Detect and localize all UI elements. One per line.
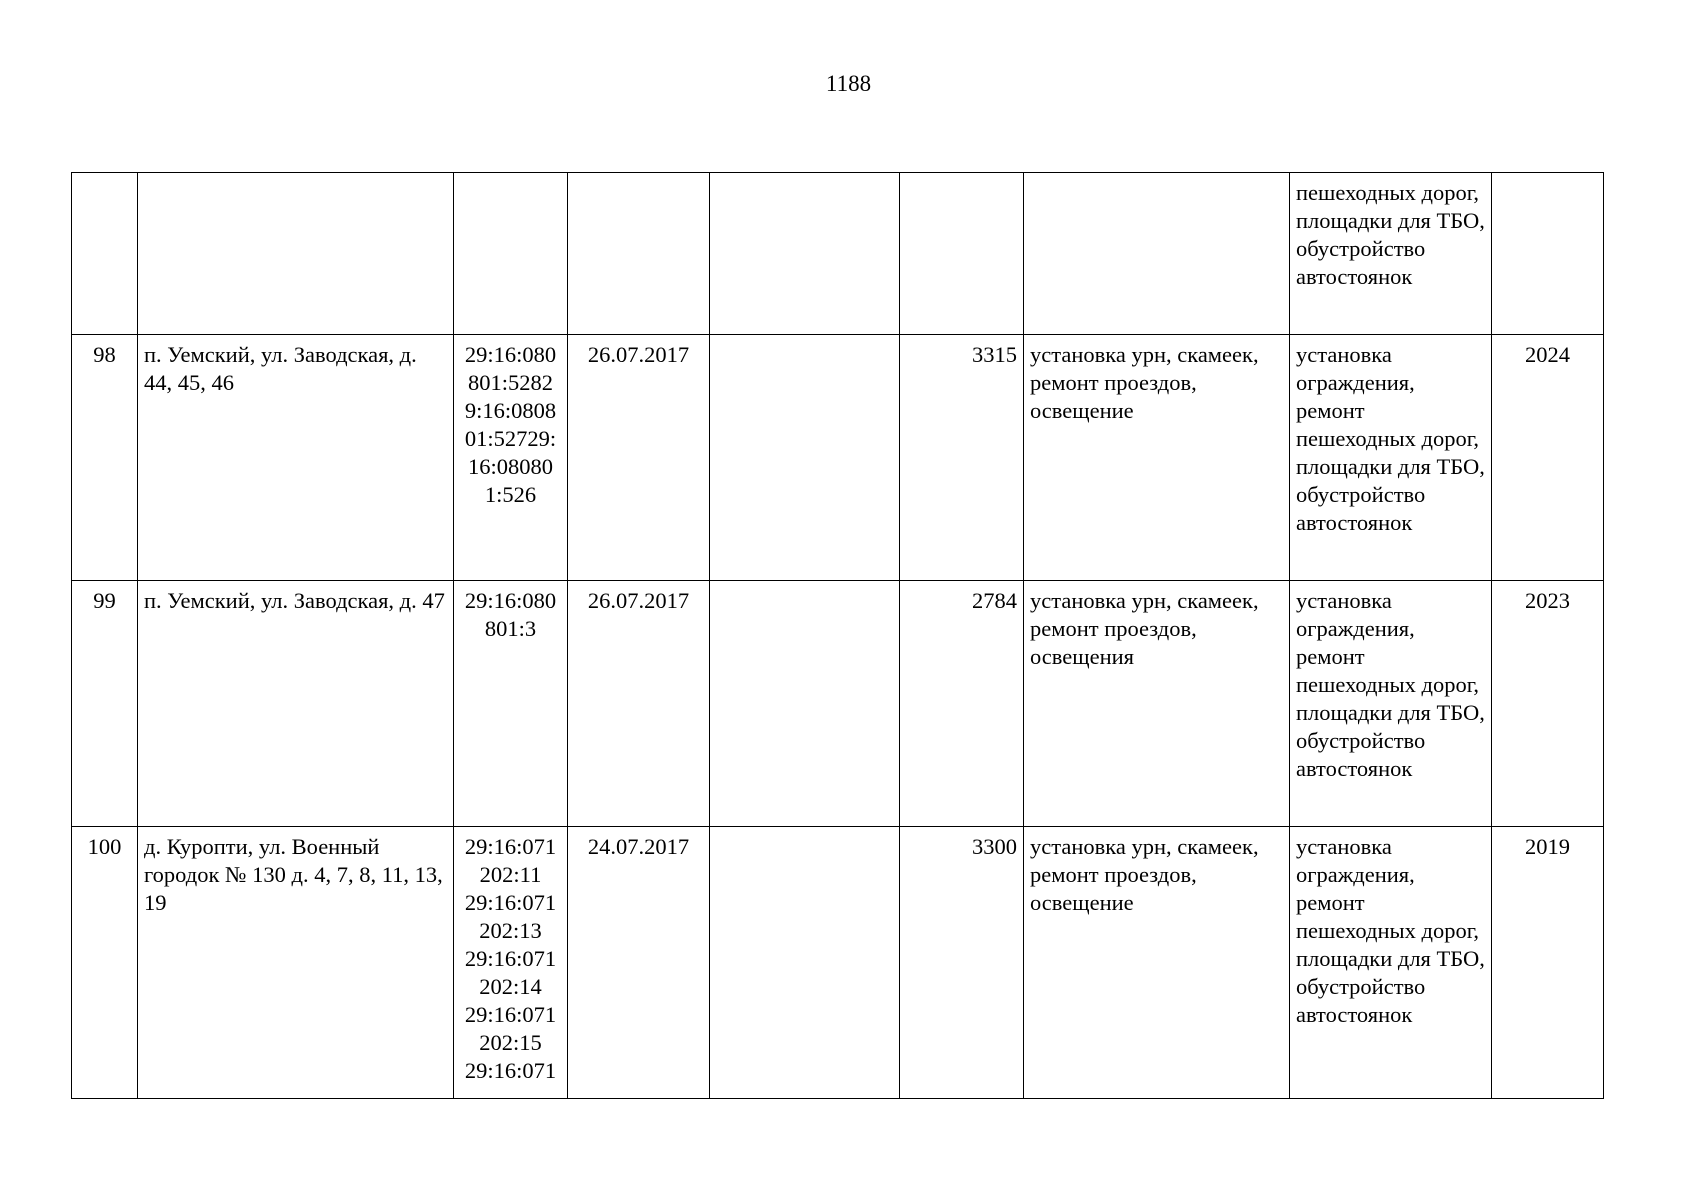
area-cell: 3300 [900,827,1024,1099]
cadastral-number-line: 29:16:071 [464,1058,557,1083]
empty-cell [710,173,900,335]
cadastral-cell [454,581,568,827]
empty-cell [710,335,900,581]
area-cell [900,173,1024,335]
date-cell [568,173,710,335]
cadastral-number-line: 01:52729: [464,426,557,451]
cadastral-number-line: 9:16:0808 [464,398,557,423]
cadastral-number-line: 202:13 [479,918,542,943]
table-row [72,581,1604,827]
registry-table [71,172,1604,1099]
cadastral-cell [454,335,568,581]
cadastral-number-line: 1:526 [484,482,537,507]
cadastral-number-line: 29:16:071 [464,1002,557,1027]
cadastral-number-line: 202:15 [479,1030,542,1055]
address-cell: д. Куропти, ул. Военный городок № 130 д. 4, 7, 8, 11, 13, 19 [138,827,454,1099]
empty-cell [710,827,900,1099]
cadastral-number-line: 16:08080 [467,454,553,479]
cadastral-number-line: 29:16:071 [464,946,557,971]
planned-works-cell: установка ограждения, ремонт пешеходных дорог, площадки для ТБО, обустройство автостоянок [1290,335,1492,581]
cadastral-number-line: 29:16:080 [464,342,557,367]
completed-works-cell: установка урн, скамеек, ремонт проездов, освещение [1024,827,1290,1099]
table-row [72,827,1604,1099]
cadastral-number-line: 801:3 [484,616,537,641]
date-cell: 26.07.2017 [568,335,710,581]
area-cell: 3315 [900,335,1024,581]
table-row [72,173,1604,335]
address-cell: п. Уемский, ул. Заводская, д. 47 [138,581,454,827]
cadastral-cell [454,173,568,335]
row-number [72,173,138,335]
year-cell [1492,173,1604,335]
row-number: 100 [72,827,138,1099]
completed-works-cell: установка урн, скамеек, ремонт проездов, освещения [1024,581,1290,827]
table-row [72,335,1604,581]
year-cell: 2019 [1492,827,1604,1099]
planned-works-cell: установка ограждения, ремонт пешеходных дорог, площадки для ТБО, обустройство автостоянок [1290,827,1492,1099]
row-number: 99 [72,581,138,827]
planned-works-cell: пешеходных дорог, площадки для ТБО, обустройство автостоянок [1290,173,1492,335]
date-cell: 24.07.2017 [568,827,710,1099]
completed-works-cell [1024,173,1290,335]
area-cell: 2784 [900,581,1024,827]
planned-works-cell: установка ограждения, ремонт пешеходных дорог, площадки для ТБО, обустройство автостоянок [1290,581,1492,827]
cadastral-number-line: 801:5282 [467,370,553,395]
completed-works-cell: установка урн, скамеек, ремонт проездов, освещение [1024,335,1290,581]
address-cell: п. Уемский, ул. Заводская, д. 44, 45, 46 [138,335,454,581]
cadastral-number-line: 29:16:080 [464,588,557,613]
empty-cell [710,581,900,827]
row-number: 98 [72,335,138,581]
address-cell [138,173,454,335]
cadastral-number-line: 202:14 [479,974,542,999]
cadastral-number-line: 29:16:071 [464,890,557,915]
date-cell: 26.07.2017 [568,581,710,827]
table-body [72,173,1604,1099]
page-number: 1188 [825,71,872,96]
year-cell: 2023 [1492,581,1604,827]
cadastral-cell [454,827,568,1099]
cadastral-number-line: 29:16:071 [464,834,557,859]
cadastral-number-line: 202:11 [479,862,542,887]
year-cell: 2024 [1492,335,1604,581]
